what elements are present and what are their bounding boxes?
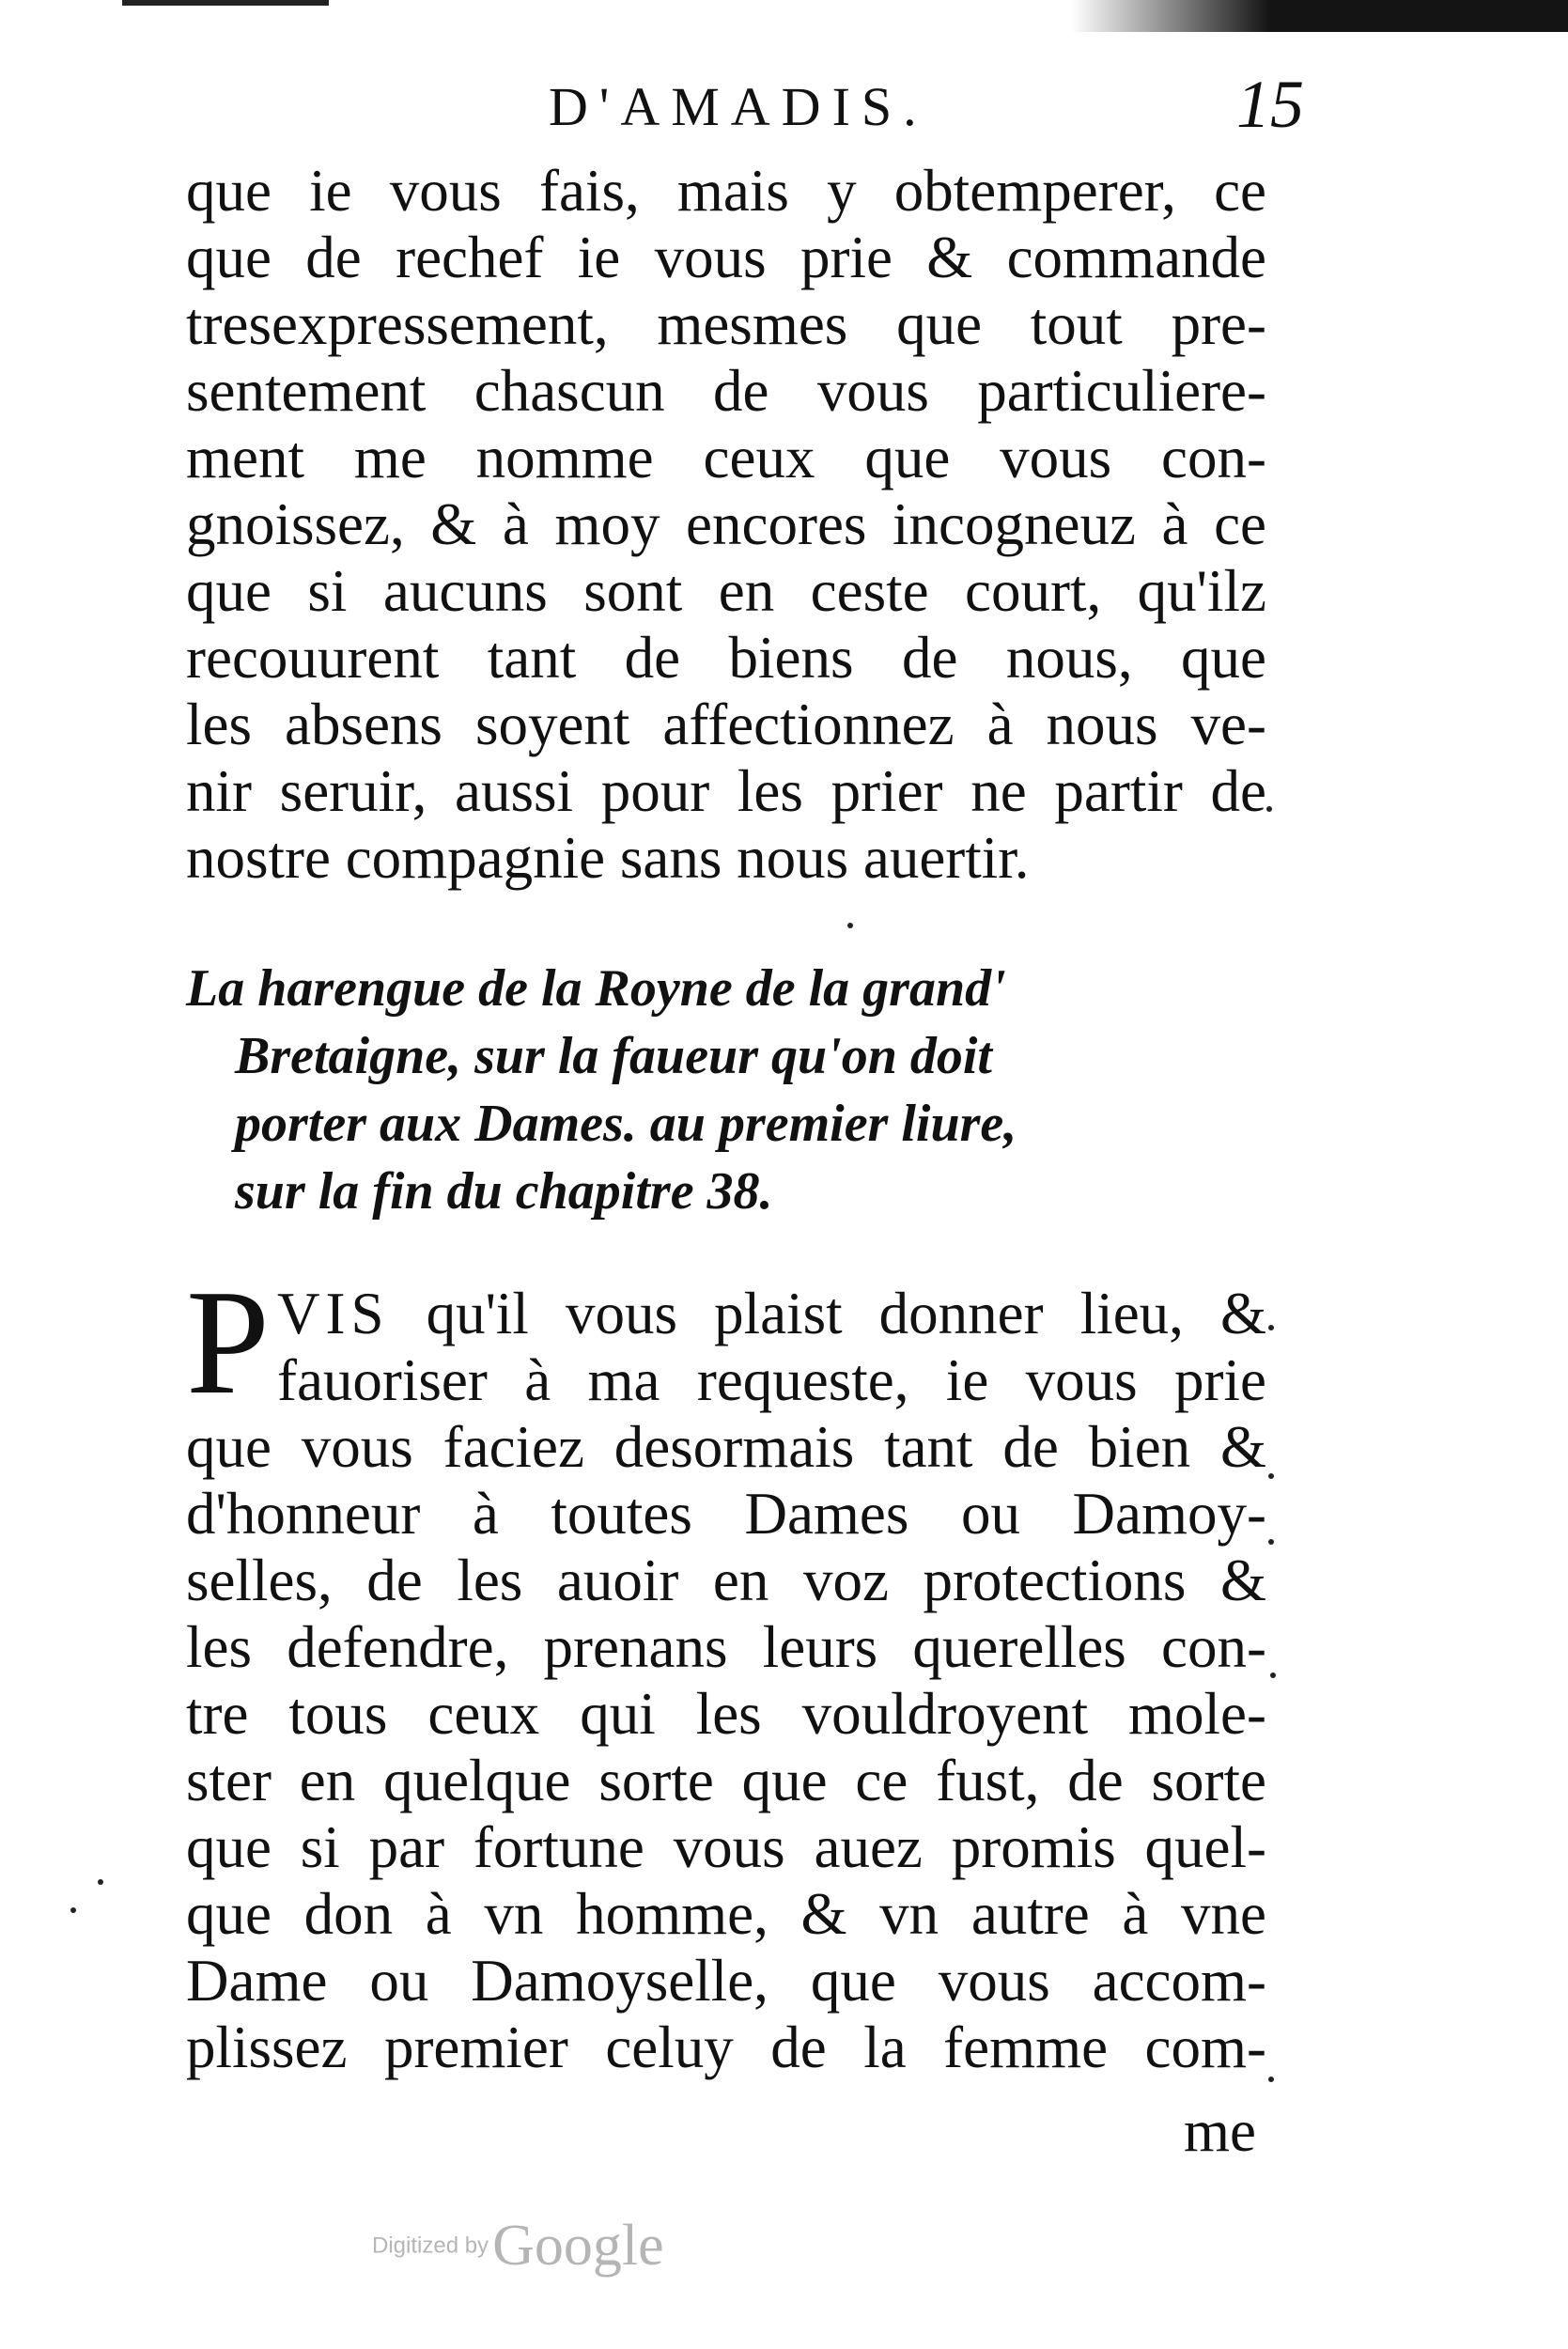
- scan-speck: [1268, 1325, 1274, 1330]
- scan-speck: [1268, 1473, 1274, 1479]
- text-line: nir seruir, aussi pour les prier ne partir de: [186, 758, 1266, 824]
- text-line: que si aucuns sont en ceste court, qu'ilz: [186, 558, 1266, 624]
- text-line: tresexpressement, mesmes que tout pre-: [186, 291, 1266, 357]
- scan-speck: [847, 923, 853, 928]
- text-line: ment me nomme ceux que vous con-: [186, 425, 1266, 490]
- heading-line: La harengue de la Royne de la grand': [186, 959, 1006, 1018]
- scan-speck: [1270, 1672, 1276, 1678]
- drop-cap: P: [186, 1258, 270, 1425]
- watermark-prefix: Digitized by: [372, 2232, 489, 2259]
- text-line: que de rechef ie vous prie & commande: [186, 225, 1266, 290]
- scan-speck: [1268, 2077, 1274, 2082]
- digitized-by-watermark: [372, 2213, 664, 2288]
- heading-line: porter aux Dames. au premier liure,: [235, 1095, 1017, 1153]
- scan-edge-dark-top: [1071, 0, 1568, 32]
- text-line: d'honneur à toutes Dames ou Damoy-: [186, 1481, 1266, 1547]
- text-line: recouurent tant de biens de nous, que: [186, 625, 1266, 691]
- running-title: D'AMADIS.: [549, 76, 928, 137]
- heading-line: sur la fin du chapitre 38.: [235, 1162, 773, 1221]
- scan-speck: [1266, 806, 1272, 812]
- text-line: fauoriser à ma requeste, ie vous prie: [276, 1347, 1266, 1413]
- running-head: [0, 58, 1568, 142]
- scan-speck: [98, 1879, 103, 1885]
- text-line: plissez premier celuy de la femme com-: [186, 2015, 1266, 2080]
- page-number: 15: [1236, 67, 1304, 142]
- text-line: tre tous ceux qui les vouldroyent mole-: [186, 1681, 1266, 1747]
- text-line: que ie vous fais, mais y obtemperer, ce: [186, 158, 1266, 224]
- text-line: que si par fortune vous auez promis quel-: [186, 1814, 1266, 1880]
- scan-speck: [1268, 1539, 1274, 1545]
- text-line: gnoissez, & à moy encores incogneuz à ce: [186, 491, 1266, 557]
- paragraph-1: [186, 158, 1266, 892]
- google-logo: Google: [492, 2214, 664, 2278]
- text-line: que vous faciez desormais tant de bien &: [186, 1414, 1266, 1480]
- text-line: Dame ou Damoyselle, que vous accom-: [186, 1948, 1266, 2014]
- section-heading: [186, 955, 1182, 1225]
- first-line-rest: qu'il vous plaist donner lieu, &: [426, 1281, 1266, 1346]
- heading-line: Bretaigne, sur la faueur qu'on doit: [235, 1027, 992, 1085]
- text-line-first: [186, 1281, 1266, 1347]
- text-line: nostre compagnie sans nous auertir.: [186, 825, 1030, 891]
- scan-speck: [70, 1907, 76, 1913]
- text-line: ster en quelque sorte que ce fust, de sorte: [186, 1748, 1266, 1813]
- lead-word: VIS: [276, 1281, 390, 1346]
- catchword: me: [1184, 2098, 1256, 2164]
- paragraph-2: [186, 1258, 1266, 2081]
- text-line: sentement chascun de vous particuliere-: [186, 358, 1266, 424]
- text-line: les absens soyent affectionnez à nous ve-: [186, 692, 1266, 757]
- scan-edge-dark-topleft: [122, 0, 329, 6]
- text-line: les defendre, prenans leurs querelles con-: [186, 1614, 1266, 1680]
- text-line: que don à vn homme, & vn autre à vne: [186, 1881, 1266, 1947]
- text-line: selles, de les auoir en voz protections &: [186, 1548, 1266, 1613]
